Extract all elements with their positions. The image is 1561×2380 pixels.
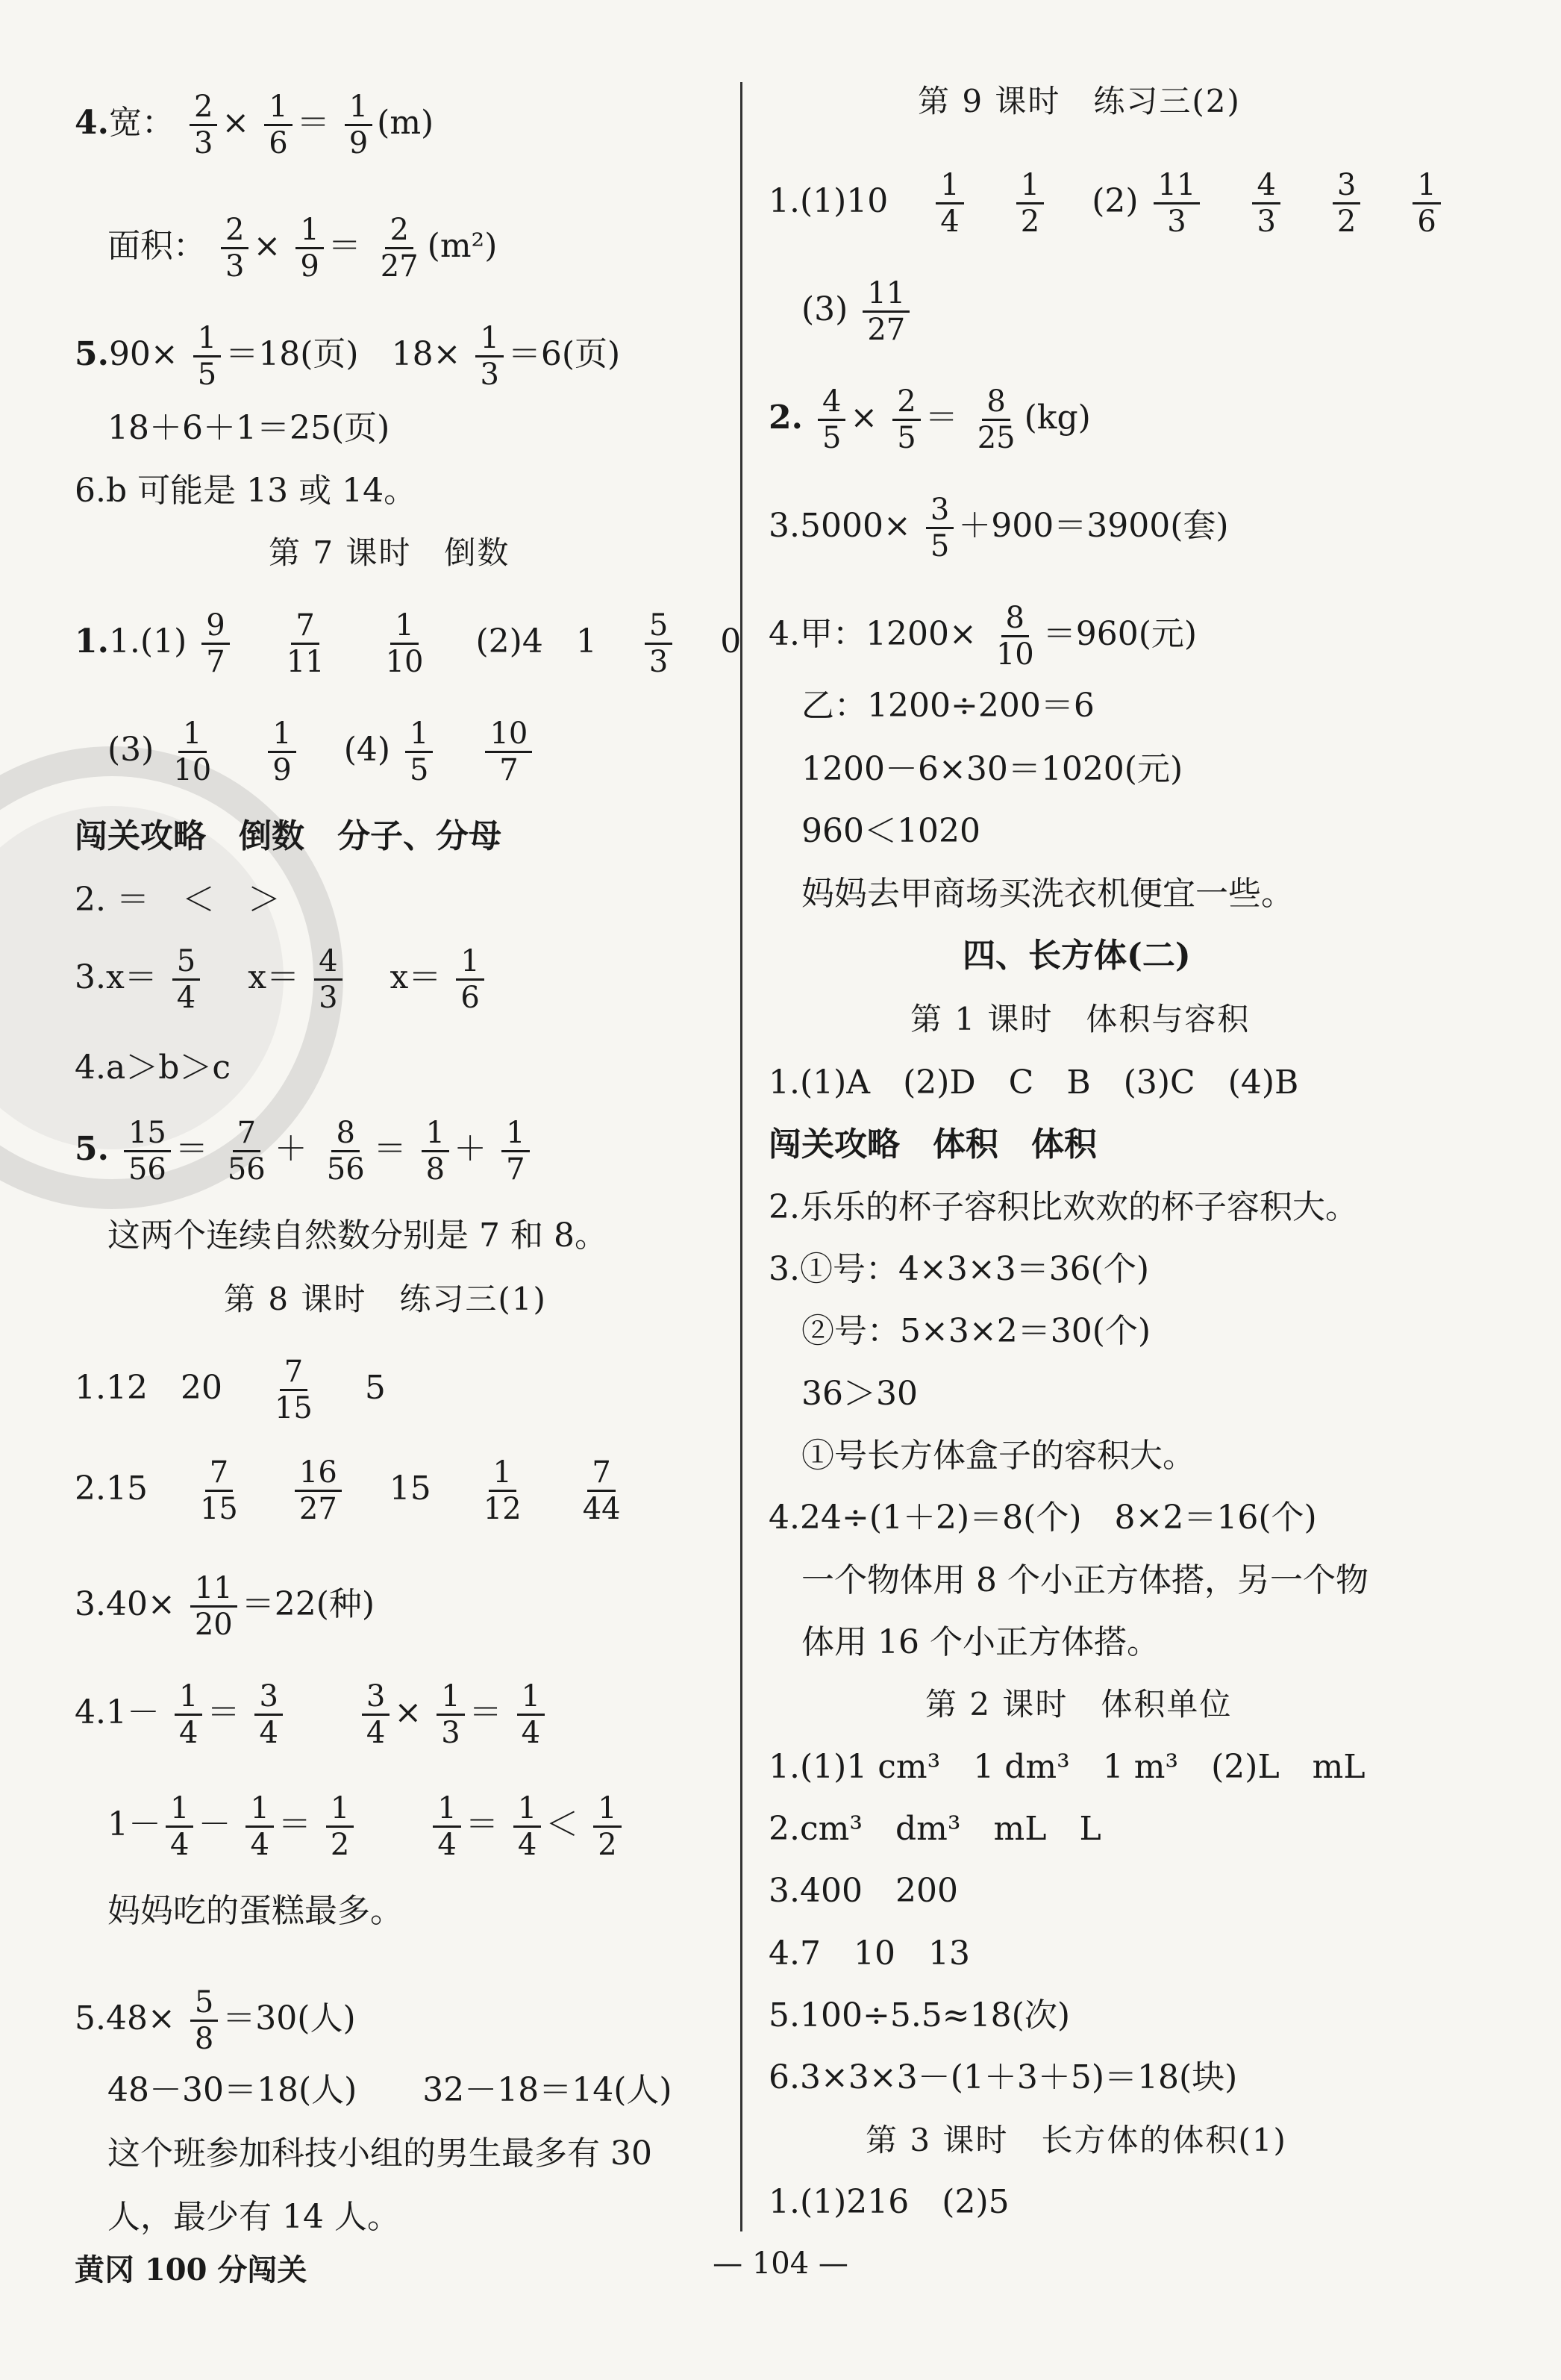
column-divider [740, 82, 742, 2231]
fraction: $\frac{7}{15}$ [199, 1455, 238, 1526]
q5-line: 5.90× $\frac{1}{5}$ ＝18(页) 18× $\frac{1}{3}$ ＝6(页) [75, 321, 621, 392]
r-q2: 2. $\frac{4}{5}$ × $\frac{2}{5}$ ＝ $\frac{8}{25}$ (kg) [769, 384, 1091, 455]
t-q3: 3.400 200 [769, 1872, 958, 1910]
fraction: $\frac{1}{4}$ [433, 1791, 460, 1862]
s-q3-line1: 3.①号：4×3×3＝36(个) [769, 1250, 1150, 1288]
fraction: $\frac{1}{10}$ [173, 716, 212, 787]
fraction: $\frac{10}{7}$ [485, 716, 532, 787]
fraction: $\frac{1}{3}$ [437, 1679, 464, 1750]
l8-q5-line4: 人，最少有 14 人。 [107, 2198, 400, 2236]
t-q2: 2.cm³ dm³ mL L [769, 1810, 1101, 1848]
s-q4-line1: 4.24÷(1＋2)＝8(个) 8×2＝16(个) [769, 1499, 1317, 1537]
l8-q2: 2.15 $\frac{7}{15}$ $\frac{16}{27}$ 15 $\frac{1}{12}$ $\frac{7}{44}$ [75, 1455, 630, 1526]
fraction: $\frac{8}{56}$ [326, 1116, 365, 1187]
fraction: $\frac{3}{4}$ [254, 1679, 282, 1750]
l7-q2: 2. ＝ ＜ ＞ [75, 881, 281, 919]
fraction: $\frac{4}{5}$ [818, 384, 845, 455]
s-q4-line2: 一个物体用 8 个小正方体搭，另一个物 [801, 1561, 1368, 1599]
page-number: — 104 — [713, 2246, 848, 2281]
l7-q5-line2: 这两个连续自然数分别是 7 和 8。 [107, 1216, 607, 1255]
fraction: $\frac{3}{4}$ [362, 1679, 390, 1750]
fraction: $\frac{1}{4}$ [166, 1791, 193, 1862]
fraction: $\frac{1}{7}$ [501, 1116, 529, 1187]
s-q2: 2.乐乐的杯子容积比欢欢的杯子容积大。 [769, 1188, 1358, 1226]
fraction: $\frac{1}{4}$ [513, 1791, 541, 1862]
r-q4-line3: 1200－6×30＝1020(元) [801, 750, 1183, 788]
lesson2-heading: 第 2 课时 体积单位 [925, 1686, 1233, 1722]
l7-q1-line2: (3) $\frac{1}{10}$ $\frac{1}{9}$ (4) $\frac{1}{5}$ $\frac{10}{7}$ [107, 716, 537, 787]
t-q5: 5.100÷5.5≈18(次) [769, 1996, 1070, 2034]
fraction: $\frac{5}{3}$ [645, 608, 672, 679]
s-q3-line4: ①号长方体盒子的容积大。 [801, 1437, 1195, 1475]
s-q4-line3: 体用 16 个小正方体搭。 [801, 1623, 1160, 1661]
q4-area-line: 面积： $\frac{2}{3}$ × $\frac{1}{9}$ ＝ $\frac{2}{27}$ (m²) [107, 213, 498, 284]
lesson3-heading: 第 3 课时 长方体的体积(1) [866, 2122, 1287, 2158]
fraction: $\frac{7}{56}$ [227, 1116, 266, 1187]
fraction: $\frac{4}{3}$ [1252, 168, 1280, 239]
footer-brand: 黄冈 100 分闯关 [75, 2252, 307, 2287]
section-heading: 四、长方体(二) [963, 937, 1191, 975]
r-q3: 3.5000× $\frac{3}{5}$ ＋900＝3900(套) [769, 493, 1229, 563]
fraction: $\frac{1}{3}$ [475, 321, 503, 392]
fraction: $\frac{5}{8}$ [190, 1985, 218, 2056]
fraction: $\frac{7}{44}$ [582, 1455, 621, 1526]
fraction: $\frac{1}{9}$ [295, 213, 323, 284]
s-strategy: 闯关攻略 体积 体积 [769, 1125, 1097, 1164]
fraction: $\frac{1}{9}$ [268, 716, 295, 787]
t-q4: 4.7 10 13 [769, 1934, 970, 1973]
fraction: $\frac{3}{2}$ [1333, 168, 1360, 239]
s-q3-line2: ②号：5×3×2＝30(个) [801, 1312, 1151, 1350]
l8-q4-line3: 妈妈吃的蛋糕最多。 [107, 1892, 403, 1930]
l8-q5: 5.48× $\frac{5}{8}$ ＝30(人) [75, 1985, 356, 2056]
l8-q1: 1.12 20 $\frac{7}{15}$ 5 [75, 1355, 386, 1425]
l8-q4-line2: 1－ $\frac{1}{4}$ － $\frac{1}{4}$ ＝ $\frac{1}{2}$ $\frac{1}{4}$ ＝ $\frac{1}{4}$ ＜ $\frac{1}{2}$ [107, 1791, 626, 1862]
fraction: $\frac{1}{12}$ [483, 1455, 522, 1526]
r-q1: 1.(1)10 $\frac{1}{4}$ $\frac{1}{2}$ (2) $\frac{11}{3}$ $\frac{4}{3}$ $\frac{3}{2}$ $\frac{1}{6}$ [769, 168, 1445, 239]
fraction: $\frac{16}{27}$ [295, 1455, 342, 1526]
fraction: $\frac{1}{4}$ [517, 1679, 545, 1750]
t-q6: 6.3×3×3－(1＋3＋5)＝18(块) [769, 2058, 1238, 2096]
r-q4-line2: 乙：1200÷200＝6 [801, 687, 1095, 725]
fraction: $\frac{1}{6}$ [456, 944, 484, 1015]
lesson7-heading: 第 7 课时 倒数 [269, 534, 510, 571]
fraction: $\frac{1}{4}$ [175, 1679, 202, 1750]
fraction: $\frac{2}{27}$ [380, 213, 419, 284]
l7-q5: 5. $\frac{15}{56}$ ＝ $\frac{7}{56}$ ＋ $\frac{8}{56}$ ＝ $\frac{1}{8}$ ＋ $\frac{1}{7}$ [75, 1116, 534, 1187]
fraction: $\frac{8}{10}$ [995, 601, 1034, 672]
r-q4-line5: 妈妈去甲商场买洗衣机便宜一些。 [801, 875, 1294, 913]
l7-q3: 3.x＝ $\frac{5}{4}$ x＝ $\frac{4}{3}$ x＝ $\frac{1}{6}$ [75, 944, 489, 1015]
fraction: $\frac{4}{3}$ [314, 944, 342, 1015]
fraction: $\frac{7}{15}$ [274, 1355, 313, 1425]
lesson1-heading: 第 1 课时 体积与容积 [910, 1001, 1251, 1037]
fraction: $\frac{1}{10}$ [385, 608, 424, 679]
l7-strategy: 闯关攻略 倒数 分子、分母 [75, 817, 501, 855]
fraction: $\frac{2}{5}$ [892, 384, 920, 455]
q5-line2: 18＋6＋1＝25(页) [107, 409, 390, 447]
q6-line: 6.b 可能是 13 或 14。 [75, 472, 417, 510]
fraction: $\frac{5}{4}$ [172, 944, 200, 1015]
l8-q5-line3: 这个班参加科技小组的男生最多有 30 [107, 2134, 652, 2173]
fraction: $\frac{1}{6}$ [264, 90, 292, 160]
fraction: $\frac{7}{11}$ [286, 608, 325, 679]
lesson8-heading: 第 8 课时 练习三(1) [224, 1281, 547, 1317]
fraction: $\frac{1}{9}$ [345, 90, 372, 160]
u-q1: 1.(1)216 (2)5 [769, 2183, 1010, 2221]
fraction: $\frac{11}{3}$ [1154, 168, 1201, 239]
l8-q5-line2: 48－30＝18(人) 32－18＝14(人) [107, 2071, 672, 2109]
fraction: $\frac{15}{56}$ [124, 1116, 171, 1187]
s-q3-line3: 36＞30 [801, 1375, 918, 1413]
fraction: $\frac{1}{2}$ [593, 1791, 621, 1862]
fraction: $\frac{1}{2}$ [326, 1791, 354, 1862]
l8-q3: 3.40× $\frac{11}{20}$ ＝22(种) [75, 1571, 375, 1642]
fraction: $\frac{11}{27}$ [863, 276, 910, 347]
fraction: $\frac{1}{5}$ [193, 321, 221, 392]
fraction: $\frac{1}{2}$ [1016, 168, 1044, 239]
fraction: $\frac{1}{8}$ [422, 1116, 449, 1187]
fraction: $\frac{1}{4}$ [936, 168, 963, 239]
t-q1: 1.(1)1 cm³ 1 dm³ 1 m³ (2)L mL [769, 1748, 1366, 1786]
lesson9-heading: 第 9 课时 练习三(2) [918, 83, 1241, 119]
l7-q1-line: 1.1.(1) $\frac{9}{7}$ $\frac{7}{11}$ $\frac{1}{10}$ (2)4 1 $\frac{5}{3}$ 0 [75, 608, 742, 679]
r-q1-line2: (3) $\frac{11}{27}$ [801, 276, 914, 347]
fraction: $\frac{3}{5}$ [926, 493, 954, 563]
s-q1: 1.(1)A (2)D C B (3)C (4)B [769, 1063, 1299, 1102]
fraction: $\frac{8}{25}$ [977, 384, 1016, 455]
r-q4: 4.甲：1200× $\frac{8}{10}$ ＝960(元) [769, 601, 1198, 672]
r-q4-line4: 960＜1020 [801, 812, 980, 850]
fraction: $\frac{1}{6}$ [1413, 168, 1440, 239]
fraction: $\frac{1}{4}$ [245, 1791, 273, 1862]
l7-q4: 4.a＞b＞c [75, 1049, 231, 1087]
fraction: $\frac{9}{7}$ [201, 608, 229, 679]
q4-width-line: 4.宽： $\frac{2}{3}$ × $\frac{1}{6}$ ＝ $\frac{1}{9}$ (m) [75, 90, 434, 160]
frac-num: 2 [190, 90, 217, 126]
fraction: $\frac{2}{3}$ [221, 213, 248, 284]
fraction: $\frac{1}{5}$ [405, 716, 433, 787]
fraction: $\frac{2}{3}$ [190, 90, 217, 160]
l8-q4: 4.1－ $\frac{1}{4}$ ＝ $\frac{3}{4}$ $\frac{3}{4}$ × $\frac{1}{3}$ ＝ $\frac{1}{4}$ [75, 1679, 549, 1750]
fraction: $\frac{11}{20}$ [190, 1571, 237, 1642]
